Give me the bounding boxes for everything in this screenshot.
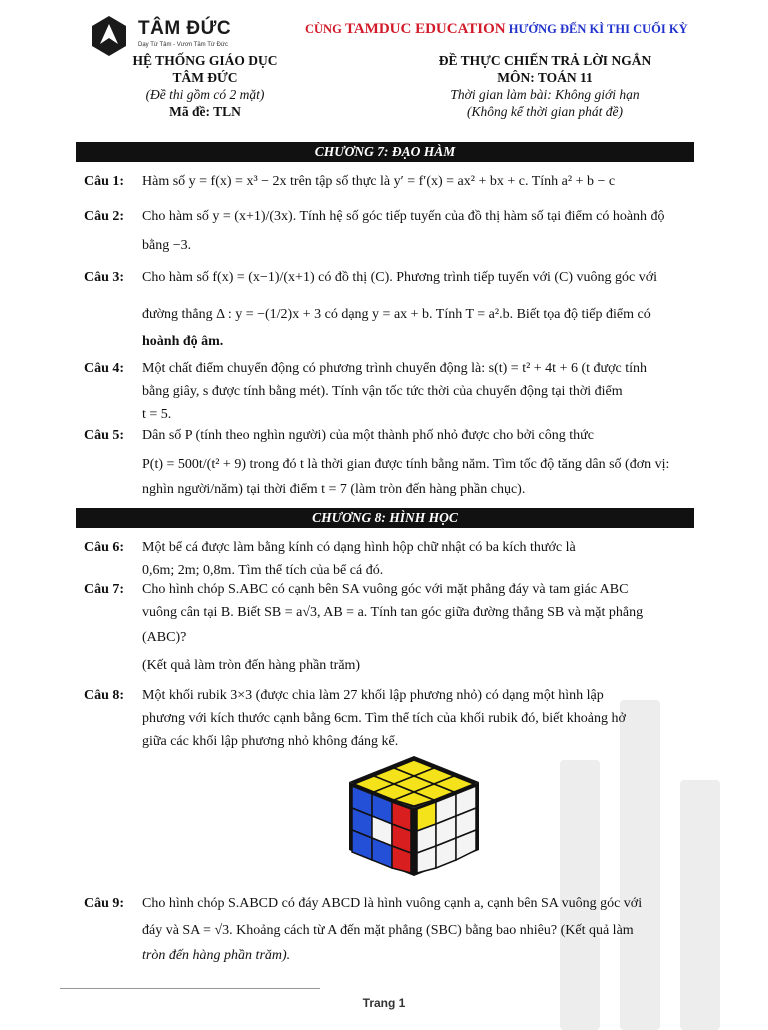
page-count-note: (Đề thi gồm có 2 mặt) <box>145 87 265 102</box>
exam-time-note: (Không kể thời gian phát đề) <box>466 104 624 119</box>
question-line: đường thẳng Δ : y = −(1/2)x + 3 có dạng y = ax + b. Tính T = a².b. Biết tọa độ tiếp điểm có <box>142 307 651 322</box>
question-text <box>142 684 688 753</box>
question-label: Câu 4: <box>84 361 125 376</box>
question-label: Câu 9: <box>84 896 125 911</box>
question-label: Câu 6: <box>84 540 125 555</box>
question-line: Một chất điểm chuyển động có phương trình chuyển động là: s(t) = t² + 4t + 6 (t được tính <box>142 361 648 376</box>
question-line: vuông cân tại B. Biết SB = a√3, AB = a. Tính tan góc giữa đường thẳng SB và mặt phẳng <box>142 605 644 620</box>
question-line: t = 5. <box>142 407 172 422</box>
school-name: TÂM ĐỨC <box>172 70 238 85</box>
question-label: Câu 1: <box>84 174 125 189</box>
question-text <box>142 170 688 193</box>
brand-name: TÂM ĐỨC <box>138 18 232 39</box>
question-label: Câu 8: <box>84 688 125 703</box>
logo-mark-icon <box>92 16 126 56</box>
question-line: Một khối rubik 3×3 (được chia làm 27 khối lập phương nhỏ) có dạng một hình lập <box>142 688 604 703</box>
exam-subject: MÔN: TOÁN 11 <box>497 70 593 85</box>
exam-code: Mã đề: TLN <box>169 104 241 119</box>
question-line: P(t) = 500t/(t² + 9) trong đó t là thời gian được tính bằng năm. Tìm tốc độ tăng dân số (đơn vị: <box>142 457 670 472</box>
question-text <box>142 892 688 967</box>
question-line: Cho hàm số f(x) = (x−1)/(x+1) có đồ thị (C). Phương trình tiếp tuyến với (C) vuông góc với <box>142 270 658 285</box>
question-line: Cho hình chóp S.ABC có cạnh bên SA vuông góc với mặt phẳng đáy và tam giác ABC <box>142 582 629 597</box>
chapter-heading: CHƯƠNG 7: ĐẠO HÀM <box>76 142 694 162</box>
question-label: Câu 2: <box>84 209 125 224</box>
slogan-brand: TAMDUC EDUCATION <box>344 21 506 37</box>
question-line: phương với kích thước cạnh bằng 6cm. Tìm thể tích của khối rubik đó, biết khoảng hở <box>142 711 626 726</box>
question-label: Câu 7: <box>84 582 125 597</box>
question-text <box>142 536 688 582</box>
question-label: Câu 5: <box>84 428 125 443</box>
question-text <box>142 357 688 426</box>
footer-divider <box>60 988 320 989</box>
question-line: bằng −3. <box>142 238 192 253</box>
question-2 <box>84 205 688 255</box>
rounding-note: (Kết quả làm tròn đến hàng phần trăm) <box>142 658 361 673</box>
top-slogan <box>305 21 688 38</box>
question-line: 0,6m; 2m; 0,8m. Tìm thể tích của bể cá đó. <box>142 563 384 578</box>
question-text <box>142 578 688 649</box>
question-line: đáy và SA = √3. Khoảng cách từ A đến mặt phẳng (SBC) bằng bao nhiêu? (Kết quả làm <box>142 923 634 938</box>
question-line: hoành độ âm. <box>142 334 224 349</box>
question-line: (ABC)? <box>142 630 187 645</box>
question-line: Một bể cá được làm bằng kính có dạng hình hộp chữ nhật có ba kích thước là <box>142 540 576 555</box>
question-line: Dân số P (tính theo nghìn người) của một thành phố nhỏ được cho bởi công thức <box>142 428 594 443</box>
header-left <box>110 52 300 120</box>
question-line: nghìn người/năm) tại thời điểm t = 7 (làm tròn đến hàng phần chục). <box>142 482 526 497</box>
chapter-heading: CHƯƠNG 8: HÌNH HỌC <box>76 508 694 528</box>
question-1 <box>84 170 688 194</box>
school-system: HỆ THỐNG GIÁO DỤC <box>132 53 278 68</box>
question-9 <box>84 892 688 962</box>
question-text <box>142 205 688 257</box>
question-7 <box>84 578 688 650</box>
question-label: Câu 3: <box>84 270 125 285</box>
question-line: Cho hình chóp S.ABCD có đáy ABCD là hình vuông cạnh a, cạnh bên SA vuông góc với <box>142 896 643 911</box>
page-number: Trang 1 <box>362 996 406 1010</box>
question-line: giữa các khối lập phương nhỏ không đáng kể. <box>142 734 399 749</box>
question-line: tròn đến hàng phần trăm). <box>142 948 291 963</box>
question-text <box>142 424 688 501</box>
slogan-prefix: CÙNG <box>305 22 345 36</box>
question-line: Hàm số y = f(x) = x³ − 2x trên tập số thực là y′ = f′(x) = ax² + bx + c. Tính a² + b − c <box>142 174 616 189</box>
exam-title: ĐỀ THỰC CHIẾN TRẢ LỜI NGẮN <box>438 53 652 68</box>
question-8 <box>84 684 688 754</box>
question-3 <box>84 266 688 356</box>
rubik-cube-image <box>345 752 483 880</box>
question-line: bằng giây, s được tính bằng mét). Tính vận tốc tức thời của chuyển động tại thời điểm <box>142 384 623 399</box>
header-right <box>400 52 690 120</box>
question-line: Cho hàm số y = (x+1)/(3x). Tính hệ số góc tiếp tuyến của đồ thị hàm số tại điểm có hoành độ <box>142 209 665 224</box>
slogan-suffix: HƯỚNG ĐẾN KÌ THI CUỐI KỲ <box>505 22 688 36</box>
question-text <box>142 266 688 353</box>
question-5 <box>84 424 688 504</box>
question-6 <box>84 536 688 582</box>
brand-tagline: Dạy Từ Tâm - Vươn Tầm Từ Đức <box>138 42 228 48</box>
exam-time: Thời gian làm bài: Không giới hạn <box>450 87 640 102</box>
question-4 <box>84 357 688 425</box>
